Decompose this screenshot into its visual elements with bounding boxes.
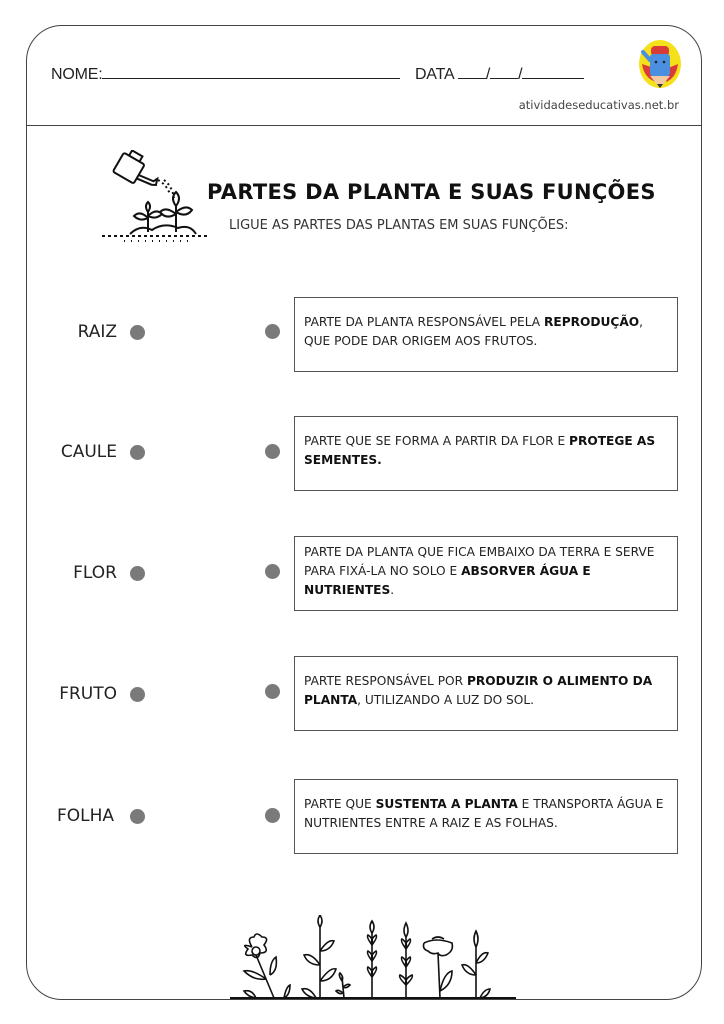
part-label-caule: CAULE — [60, 442, 117, 462]
date-day-field[interactable] — [458, 64, 486, 79]
header-divider — [27, 125, 701, 126]
date-separator: / — [485, 66, 491, 83]
function-box: PARTE QUE SUSTENTA A PLANTA E TRANSPORTA ÁGUA E NUTRIENTES ENTRE A RAIZ E AS FOLHAS. — [294, 779, 678, 854]
function-box: PARTE DA PLANTA QUE FICA EMBAIXO DA TERRA E SERVE PARA FIXÁ-LA NO SOLO E ABSORVER ÁGUA E NUTRIENTES. — [294, 536, 678, 611]
function-box: PARTE DA PLANTA RESPONSÁVEL PELA REPRODUÇÃO, QUE PODE DAR ORIGEM AOS FRUTOS. — [294, 297, 678, 372]
name-field[interactable] — [102, 64, 400, 79]
left-connection-dot[interactable] — [130, 325, 145, 340]
right-connection-dot[interactable] — [265, 564, 280, 579]
left-connection-dot[interactable] — [130, 687, 145, 702]
name-date-row — [51, 64, 584, 84]
right-connection-dot[interactable] — [265, 324, 280, 339]
website-url: atividadeseducativas.net.br — [518, 98, 679, 112]
pencil-mascot-logo-icon — [634, 38, 684, 90]
name-label: NOME: — [51, 66, 103, 83]
date-label: DATA — [414, 66, 454, 83]
left-connection-dot[interactable] — [130, 445, 145, 460]
date-month-field[interactable] — [490, 64, 518, 79]
part-label-raiz: RAIZ — [77, 322, 117, 342]
page-title: PARTES DA PLANTA E SUAS FUNÇÕES — [207, 180, 656, 204]
left-connection-dot[interactable] — [130, 566, 145, 581]
right-connection-dot[interactable] — [265, 808, 280, 823]
part-label-fruto: FRUTO — [59, 684, 117, 704]
date-year-field[interactable] — [522, 64, 584, 79]
part-label-folha: FOLHA — [56, 806, 114, 826]
function-box: PARTE QUE SE FORMA A PARTIR DA FLOR E PROTEGE AS SEMENTES. — [294, 416, 678, 491]
part-label-flor: FLOR — [73, 563, 117, 583]
right-connection-dot[interactable] — [265, 684, 280, 699]
date-separator: / — [518, 66, 523, 83]
instructions: LIGUE AS PARTES DAS PLANTAS EM SUAS FUNÇÕES: — [229, 218, 569, 233]
function-box: PARTE RESPONSÁVEL POR PRODUZIR O ALIMENTO DA PLANTA, UTILIZANDO A LUZ DO SOL. — [294, 656, 678, 731]
flowers-illustration-icon — [226, 915, 520, 1001]
right-connection-dot[interactable] — [265, 444, 280, 459]
left-connection-dot[interactable] — [130, 809, 145, 824]
